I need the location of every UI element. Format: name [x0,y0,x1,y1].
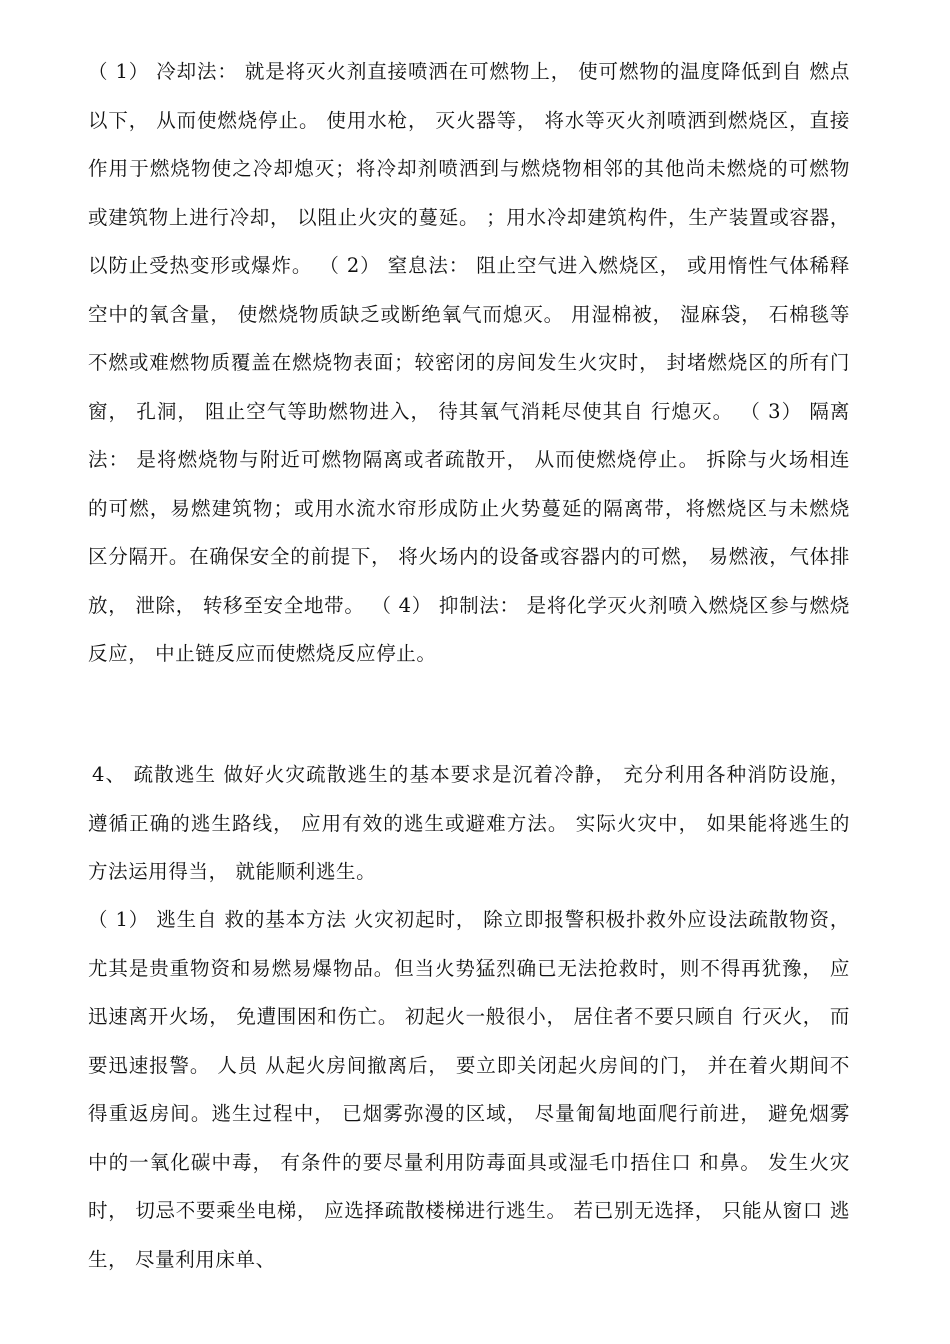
paragraph-evacuation-escape: 4、 疏散逃生 做好火灾疏散逃生的基本要求是沉着冷静， 充分利用各种消防设施， 遵循正确的逃生路线， 应用有效的逃生或避难方法。 实际火灾中， 如果能将逃生的方法运用得当， 就能顺利逃生。 [88,763,850,883]
paragraph-fire-extinguishing-methods: （ 1） 冷却法： 就是将灭火剂直接喷洒在可燃物上， 使可燃物的温度降低到自 燃点以下， 从而使燃烧停止。 使用水枪， 灭火器等， 将水等灭火剂喷洒到燃烧区，直接作用于燃烧物使之冷却熄灭；将冷却剂喷洒到与燃烧物相邻的其他尚未燃烧的可燃物或建筑物上进行冷却， 以阻止火灾的蔓延。 ；用水冷却建筑构件，生产装置或容器， 以防止受热变形或爆炸。 （ 2） 窒息法： 阻止空气进入燃烧区， 或用惰性气体稀释空中的氧含量， 使燃烧物质缺乏或断绝氧气而熄灭。 用湿棉被， 湿麻袋， 石棉毯等不燃或难燃物质覆盖在燃烧物表面；较密闭的房间发生火灾时， 封堵燃烧区的所有门窗， 孔洞， 阻止空气等助燃物进入， 待其氧气消耗尽使其自 行熄灭。 （ 3） 隔离法： 是将燃烧物与附近可燃物隔离或者疏散开， 从而使燃烧停止。 拆除与火场相连的可燃，易燃建筑物；或用水流水帘形成防止火势蔓延的隔离带，将燃烧区与未燃烧区分隔开。在确保安全的前提下， 将火场内的设备或容器内的可燃， 易燃液，气体排放， 泄除， 转移至安全地带。 （ 4） 抑制法： 是将化学灭火剂喷入燃烧区参与燃烧反应， 中止链反应而使燃烧反应停止。 [88,60,850,665]
paragraph-self-rescue-methods: （ 1） 逃生自 救的基本方法 火灾初起时， 除立即报警积极扑救外应设法疏散物资，尤其是贵重物资和易燃易爆物品。但当火势猛烈确已无法抢救时，则不得再犹豫， 应迅速离开火场， 免遭围困和伤亡。 初起火一般很小， 居住者不要只顾自 行灭火， 而要迅速报警。 人员 从起火房间撤离后， 要立即关闭起火房间的门， 并在着火期间不得重返房间。逃生过程中， 已烟雾弥漫的区域， 尽量匍匐地面爬行前进， 避免烟雾中的一氧化碳中毒， 有条件的要尽量利用防毒面具或湿毛巾捂住口 和鼻。 发生火灾时， 切忌不要乘坐电梯， 应选择疏散楼梯进行逃生。 若已别无选择， 只能从窗口 逃生， 尽量利用床单、 [88,908,850,1271]
